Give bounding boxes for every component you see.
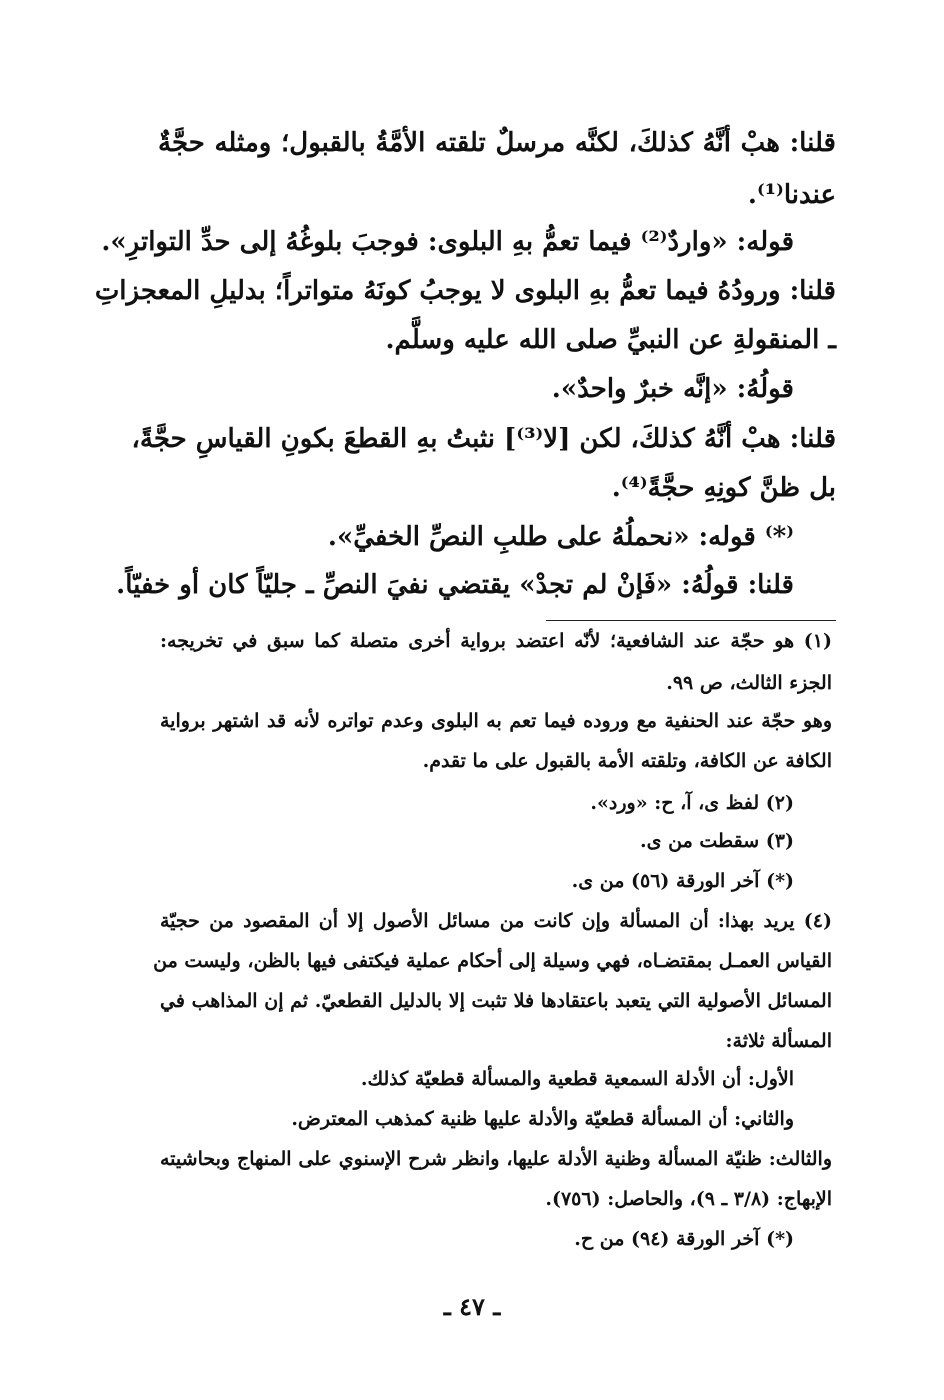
main-text-line: بل ظنَّ كونِهِ حجَّةً⁽⁴⁾.: [611, 473, 836, 503]
footnote-line: (*) آخر الورقة (٩٤) من ح.: [574, 1228, 794, 1250]
main-text-line: ⁽*⁾ قوله: «نحملُهُ على طلبِ النصِّ الخفيِّ».: [327, 522, 794, 552]
footnote-line: الإبهاج: (٣/٨ ـ ٩)، والحاصل: (٧٥٦).: [545, 1188, 832, 1210]
footnote-line: (٢) لفظ ى، آ، ح: «ورد».: [590, 792, 794, 814]
main-text-line: قولُهُ: «إنَّه خبرٌ واحدٌ».: [551, 374, 794, 404]
footnote-line: الجزء الثالث، ص ٩٩.: [666, 672, 832, 694]
footnote-separator: [546, 620, 836, 621]
footnote-line: (*) آخر الورقة (٥٦) من ى.: [571, 870, 794, 892]
page-number: ـ ٤٧ ـ: [443, 1292, 501, 1321]
footnote-line: المسائل الأصولية التي يتعبد باعتقادها فلا تثبت إلا بالدليل القطعيّ. ثم إن المذاهب في: [160, 990, 832, 1012]
footnote-line: وهو حجّة عند الحنفية مع وروده فيما تعم به البلوى وعدم تواتره لأنه قد اشتهر برواية: [160, 710, 832, 732]
main-text-line: قلنا: ورودُهُ فيما تعمُّ بهِ البلوى لا يوجبُ كونَهُ متواتراً؛ بدليلِ المعجزاتِ: [94, 276, 836, 306]
footnote-line: والثاني: أن المسألة قطعيّة والأدلة عليها ظنية كمذهب المعترض.: [291, 1108, 794, 1130]
footnote-line: (٣) سقطت من ى.: [640, 830, 794, 852]
main-text-line: قلنا: قولُهُ: «فَإنْ لم تجدْ» يقتضي نفيَ النصِّ ـ جليّاً كان أو خفيّاً.: [116, 570, 794, 600]
main-text-line: قلنا: هبْ أنَّهُ كذلكَ، لكن [لا⁽³⁾] نثبتُ بهِ القطعَ بكونِ القياسِ حجَّةً،: [131, 424, 836, 454]
main-text-line: قلنا: هبْ أنَّهُ كذلكَ، لكنَّه مرسلٌ تلقته الأمَّةُ بالقبول؛ ومثله حجَّةٌ: [158, 128, 836, 158]
main-text-line: عندنا⁽¹⁾.: [747, 180, 836, 210]
footnote-line: (٤) يريد بهذا: أن المسألة وإن كانت من مسائل الأصول إلا أن المقصود من حجيّة: [160, 910, 832, 932]
footnote-line: القياس العمـل بمقتضـاه، فهي وسيلة إلى أحكام عملية فيكتفى فيها بالظن، وليست من: [153, 950, 832, 972]
footnote-line: الكافة عن الكافة، وتلقته الأمة بالقبول على ما تقدم.: [422, 750, 832, 772]
footnote-line: الأول: أن الأدلة السمعية قطعية والمسألة قطعيّة كذلك.: [360, 1068, 794, 1090]
main-text-line: ـ المنقولةِ عن النبيِّ صلى الله عليه وسلَّم.: [385, 325, 836, 355]
footnote-line: والثالث: ظنيّة المسألة وظنية الأدلة عليها، وانظر شرح الإسنوي على المنهاج وبحاشيته: [160, 1148, 833, 1170]
footnote-line: (١) هو حجّة عند الشافعية؛ لأنّه اعتضد برواية أخرى متصلة كما سبق في تخريجه:: [160, 630, 832, 652]
footnote-line: المسألة ثلاثة:: [725, 1030, 832, 1052]
main-text-line: قوله: «واردٌ⁽²⁾ فيما تعمُّ بهِ البلوى: فوجبَ بلوغُهُ إلى حدِّ التواترِ».: [101, 227, 794, 257]
